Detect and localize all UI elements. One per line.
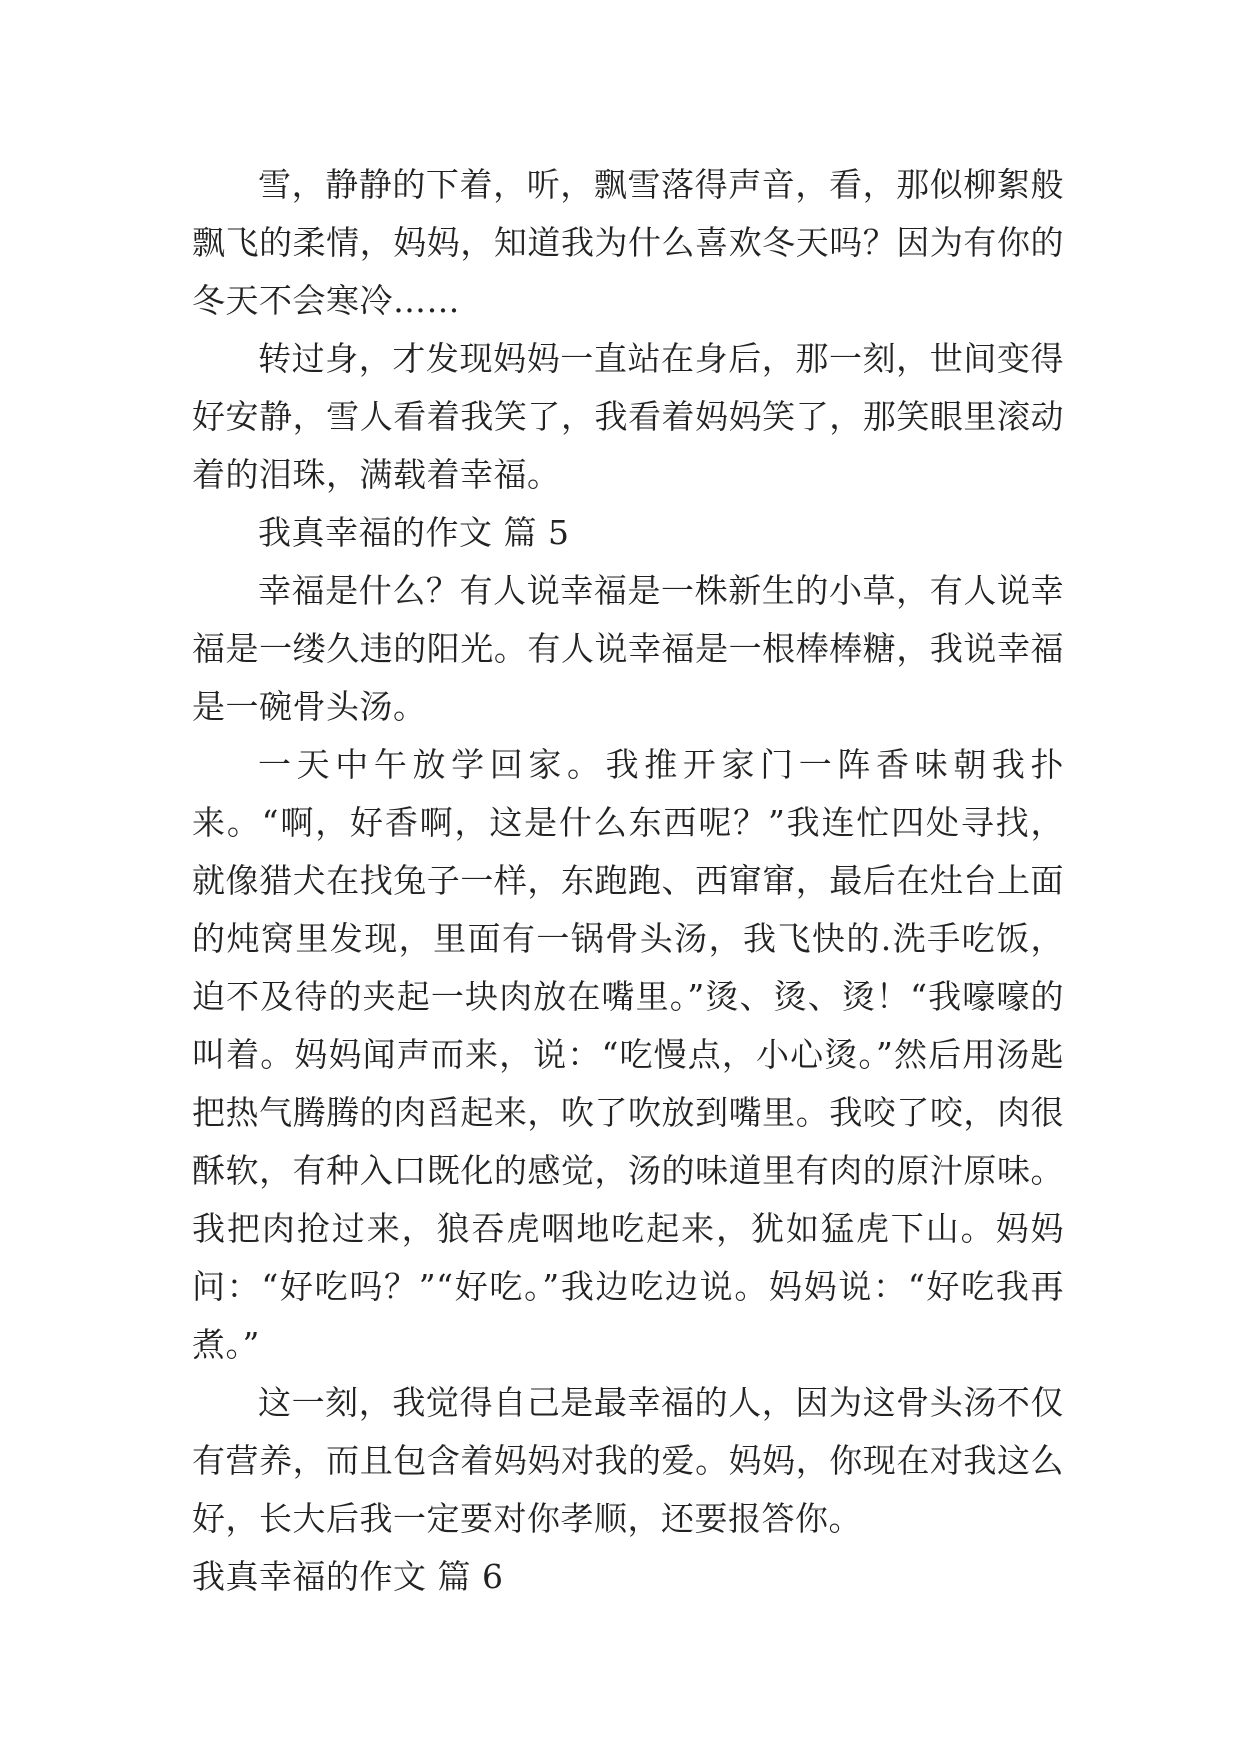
section-heading-6: 我真幸福的作文 篇 6 (192, 1557, 504, 1596)
document-body (192, 156, 1064, 1606)
paragraph-what-is-happiness: 幸福是什么？有人说幸福是一株新生的小草，有人说幸福是一缕久违的阳光。有人说幸福是一根棒棒糖，我说幸福是一碗骨头汤。 (192, 571, 1064, 726)
paragraph-bone-soup-story: 一天中午放学回家。我推开家门一阵香味朝我扑来。“啊，好香啊，这是什么东西呢？”我连忙四处寻找，就像猎犬在找兔子一样，东跑跑、西窜窜，最后在灶台上面的炖窝里发现，里面有一锅骨头汤，我飞快的.洗手吃饭，迫不及待的夹起一块肉放在嘴里。”烫、烫、烫！“我嚎嚎的叫着。妈妈闻声而来，说：“吃慢点，小心烫。”然后用汤匙把热气腾腾的肉舀起来，吹了吹放到嘴里。我咬了咬，肉很酥软，有种入口既化的感觉，汤的味道里有肉的原汁原味。我把肉抢过来，狼吞虎咽地吃起来，犹如猛虎下山。妈妈问：“好吃吗？”“好吃。”我边吃边说。妈妈说：“好吃我再煮。” (192, 745, 1064, 1364)
paragraph-turn-around: 转过身，才发现妈妈一直站在身后，那一刻，世间变得好安静，雪人看着我笑了，我看着妈妈笑了，那笑眼里滚动着的泪珠，满载着幸福。 (192, 339, 1064, 494)
paragraph-this-moment: 这一刻，我觉得自己是最幸福的人，因为这骨头汤不仅有营养，而且包含着妈妈对我的爱。妈妈，你现在对我这么好，长大后我一定要对你孝顺，还要报答你。 (192, 1383, 1064, 1538)
section-heading-5: 我真幸福的作文 篇 5 (258, 513, 570, 552)
paragraph-snow: 雪，静静的下着，听，飘雪落得声音，看，那似柳絮般飘飞的柔情，妈妈，知道我为什么喜欢冬天吗？因为有你的冬天不会寒冷…… (192, 165, 1064, 320)
